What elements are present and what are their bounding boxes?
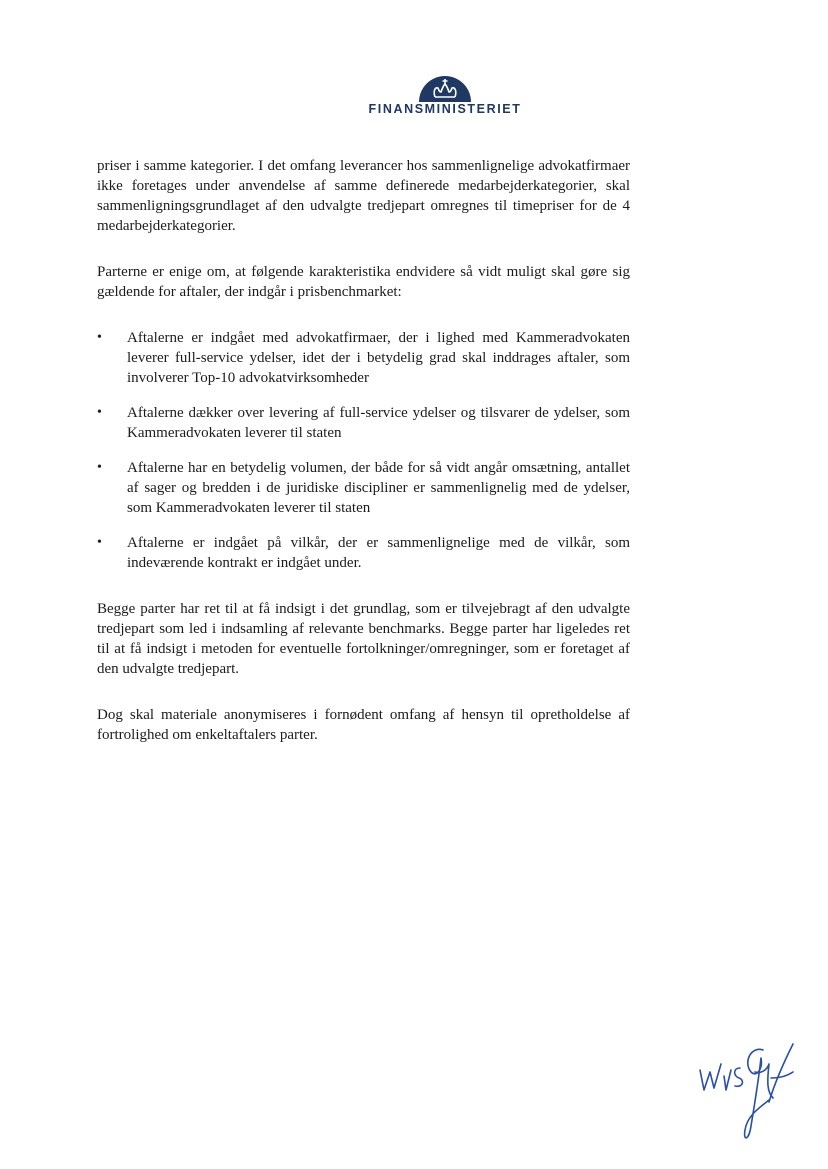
list-item: • Aftalerne er indgået med advokatfirmaer, der i lighed med Kammeradvokaten leverer full-service ydelser, idet der i betydelig grad skal inddrages aftaler, som involverer Top-10 advokatvirksomheder — [97, 330, 630, 386]
list-item: • Aftalerne er indgået på vilkår, der er sammenlignelige med de vilkår, som indeværende kontrakt er indgået under. — [97, 535, 630, 571]
finansministeriet-logo — [355, 70, 535, 120]
paragraph: priser i samme kategorier. I det omfang leverancer hos sammenlignelige advokatfirmaer ikke foretages under anvendelse af samme definerede medarbejderkategorier, skal sammenligningsgrundlaget af den udvalgte tredjepart omregnes til timepriser for de 4 medarbejderkategorier. — [97, 158, 630, 234]
bullet-list — [97, 328, 630, 573]
paragraph: Parterne er enige om, at følgende karakteristika endvidere så vidt muligt skal gøre sig gældende for aftaler, der indgår i prisbenchmarket: — [97, 264, 630, 300]
bullet-icon: • — [97, 405, 102, 420]
paragraph: Begge parter har ret til at få indsigt i det grundlag, som er tilvejebragt af den udvalgte tredjepart som led i indsamling af relevante benchmarks. Begge parter har ligeledes ret til at få indsigt i metoden for eventuelle fortolkninger/omregninger, som er foretaget af den udvalgte tredjepart. — [97, 601, 630, 677]
crown-emblem-icon — [415, 70, 475, 104]
list-item: • Aftalerne har en betydelig volumen, der både for så vidt angår omsætning, antallet af sager og bredden i de juridiske discipliner er sammenlignelig med de ydelser, som Kammeradvokaten leverer til staten — [97, 460, 630, 516]
bullet-icon: • — [97, 330, 102, 345]
document-body — [97, 156, 630, 771]
paragraph: Dog skal materiale anonymiseres i fornødent omfang af hensyn til opretholdelse af fortrolighed om enkeltaftalers parter. — [97, 707, 630, 743]
list-item: • Aftalerne dækker over levering af full-service ydelser og tilsvarer de ydelser, som Kammeradvokaten leverer til staten — [97, 405, 630, 441]
logo-text: FINANSMINISTERIET — [368, 102, 522, 116]
bullet-icon: • — [97, 535, 102, 550]
bullet-icon: • — [97, 460, 102, 475]
handwritten-signature — [695, 1042, 805, 1147]
